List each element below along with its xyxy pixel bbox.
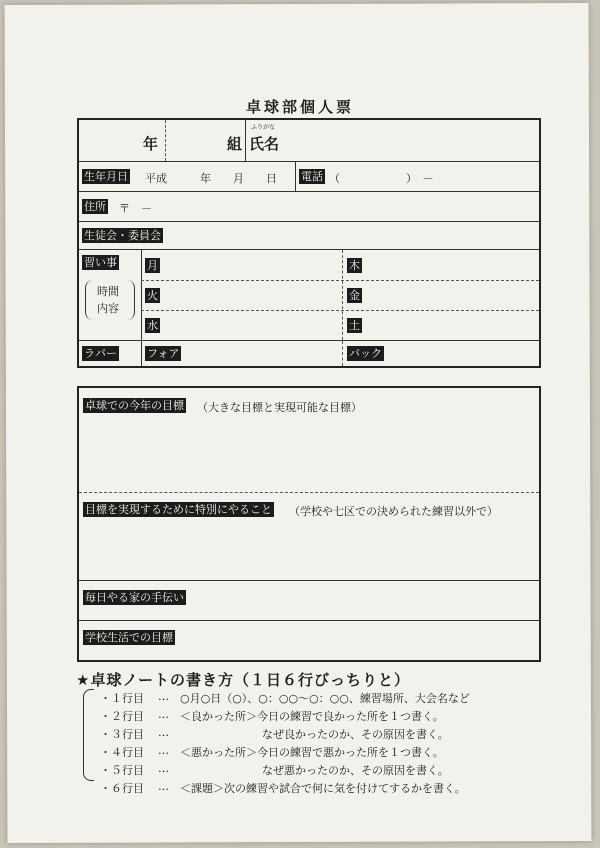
- day-tue: 火: [147, 289, 158, 302]
- yearly-goal-label: 卓球での今年の目標: [85, 399, 184, 412]
- notebook-line-number: ・４行目: [100, 746, 144, 759]
- special-effort-label: 目標を実現するために特別にやること: [85, 503, 272, 516]
- notebook-heading: ★卓球ノートの書き方（１日６行びっちりと）: [76, 671, 410, 689]
- notebook-line-number: ・２行目: [100, 710, 144, 723]
- notebook-line-dots: …: [158, 780, 169, 793]
- special-effort-note: （学校や七区での決められた練習以外で）: [289, 505, 498, 518]
- school-goal-label: 学校生活での目標: [85, 631, 173, 644]
- divider: [141, 341, 142, 366]
- lessons-label: 習い事: [84, 256, 117, 269]
- divider: [141, 250, 142, 340]
- notebook-line-dots: …: [158, 726, 169, 739]
- furigana-label: ふりがな: [251, 124, 276, 131]
- day-mon: 月: [147, 259, 158, 272]
- notebook-line-number: ・５行目: [100, 764, 144, 777]
- day-thu: 木: [349, 259, 360, 272]
- divider: [141, 310, 539, 311]
- rubber-row: [79, 341, 539, 366]
- form-title: 卓球部個人票: [245, 98, 354, 116]
- forehand-label: フォア: [147, 347, 180, 360]
- committee-label: 生徒会・委員会: [84, 229, 161, 242]
- notebook-line-dots: …: [158, 708, 169, 721]
- notebook-line-text: ＜課題＞次の練習や試合で何に気を付けてするかを書く。: [180, 782, 466, 795]
- divider: [165, 120, 166, 161]
- divider: [295, 162, 296, 191]
- phone-value[interactable]: （ ） －: [329, 172, 434, 185]
- yearly-goal-section[interactable]: [79, 388, 539, 492]
- notebook-bracket: [83, 689, 94, 781]
- address-row: [79, 192, 539, 222]
- divider: [342, 341, 343, 366]
- notebook-line-dots: …: [158, 690, 169, 703]
- class-label: 組: [227, 135, 243, 153]
- notebook-line-text: ＜良かった所＞今日の練習で良かった所を１つ書く。: [180, 710, 444, 723]
- backhand-label: バック: [349, 347, 382, 360]
- name-field[interactable]: [245, 120, 539, 162]
- notebook-line-dots: …: [158, 744, 169, 757]
- notebook-line-text: ＜悪かった所＞今日の練習で悪かった所を１つ書く。: [180, 746, 444, 759]
- special-effort-section[interactable]: [79, 492, 539, 580]
- name-row: [79, 120, 539, 162]
- chores-section[interactable]: [79, 580, 539, 620]
- rubber-label: ラバー: [84, 347, 117, 360]
- divider: [141, 280, 539, 281]
- personal-info-table: [77, 118, 541, 368]
- notebook-line-number: ・３行目: [100, 728, 144, 741]
- committee-row: [79, 222, 539, 250]
- school-goal-section[interactable]: [79, 620, 539, 660]
- day-wed: 水: [147, 319, 158, 332]
- notebook-line-number: ・６行目: [100, 782, 144, 795]
- birth-row: [79, 162, 539, 192]
- notebook-line-text: なぜ良かったのか、その原因を書く。: [262, 728, 449, 741]
- divider: [342, 250, 343, 340]
- day-fri: 金: [349, 289, 360, 302]
- content-label: 内容: [97, 302, 119, 315]
- phone-label: 電話: [301, 170, 323, 183]
- notebook-line-text: ○月○日（○）、○：○○～○：○○、練習場所、大会名など: [180, 692, 470, 705]
- address-label: 住所: [84, 200, 106, 213]
- address-value[interactable]: 〒 －: [119, 202, 152, 215]
- goals-box: [77, 386, 541, 662]
- birthdate-label: 生年月日: [84, 170, 128, 183]
- notebook-line-dots: …: [158, 762, 169, 775]
- day-sat: 土: [349, 319, 360, 332]
- lessons-row: [79, 250, 539, 341]
- notebook-line-number: ・１行目: [100, 692, 144, 705]
- birthdate-value[interactable]: 平成 年 月 日: [145, 172, 277, 185]
- name-label: 氏名: [249, 135, 280, 153]
- notebook-line-text: なぜ悪かったのか、その原因を書く。: [262, 764, 449, 777]
- year-label: 年: [143, 135, 159, 153]
- yearly-goal-note: （大きな目標と実現可能な目標）: [197, 401, 362, 414]
- time-label: 時間: [97, 285, 119, 298]
- chores-label: 毎日やる家の手伝い: [85, 591, 184, 604]
